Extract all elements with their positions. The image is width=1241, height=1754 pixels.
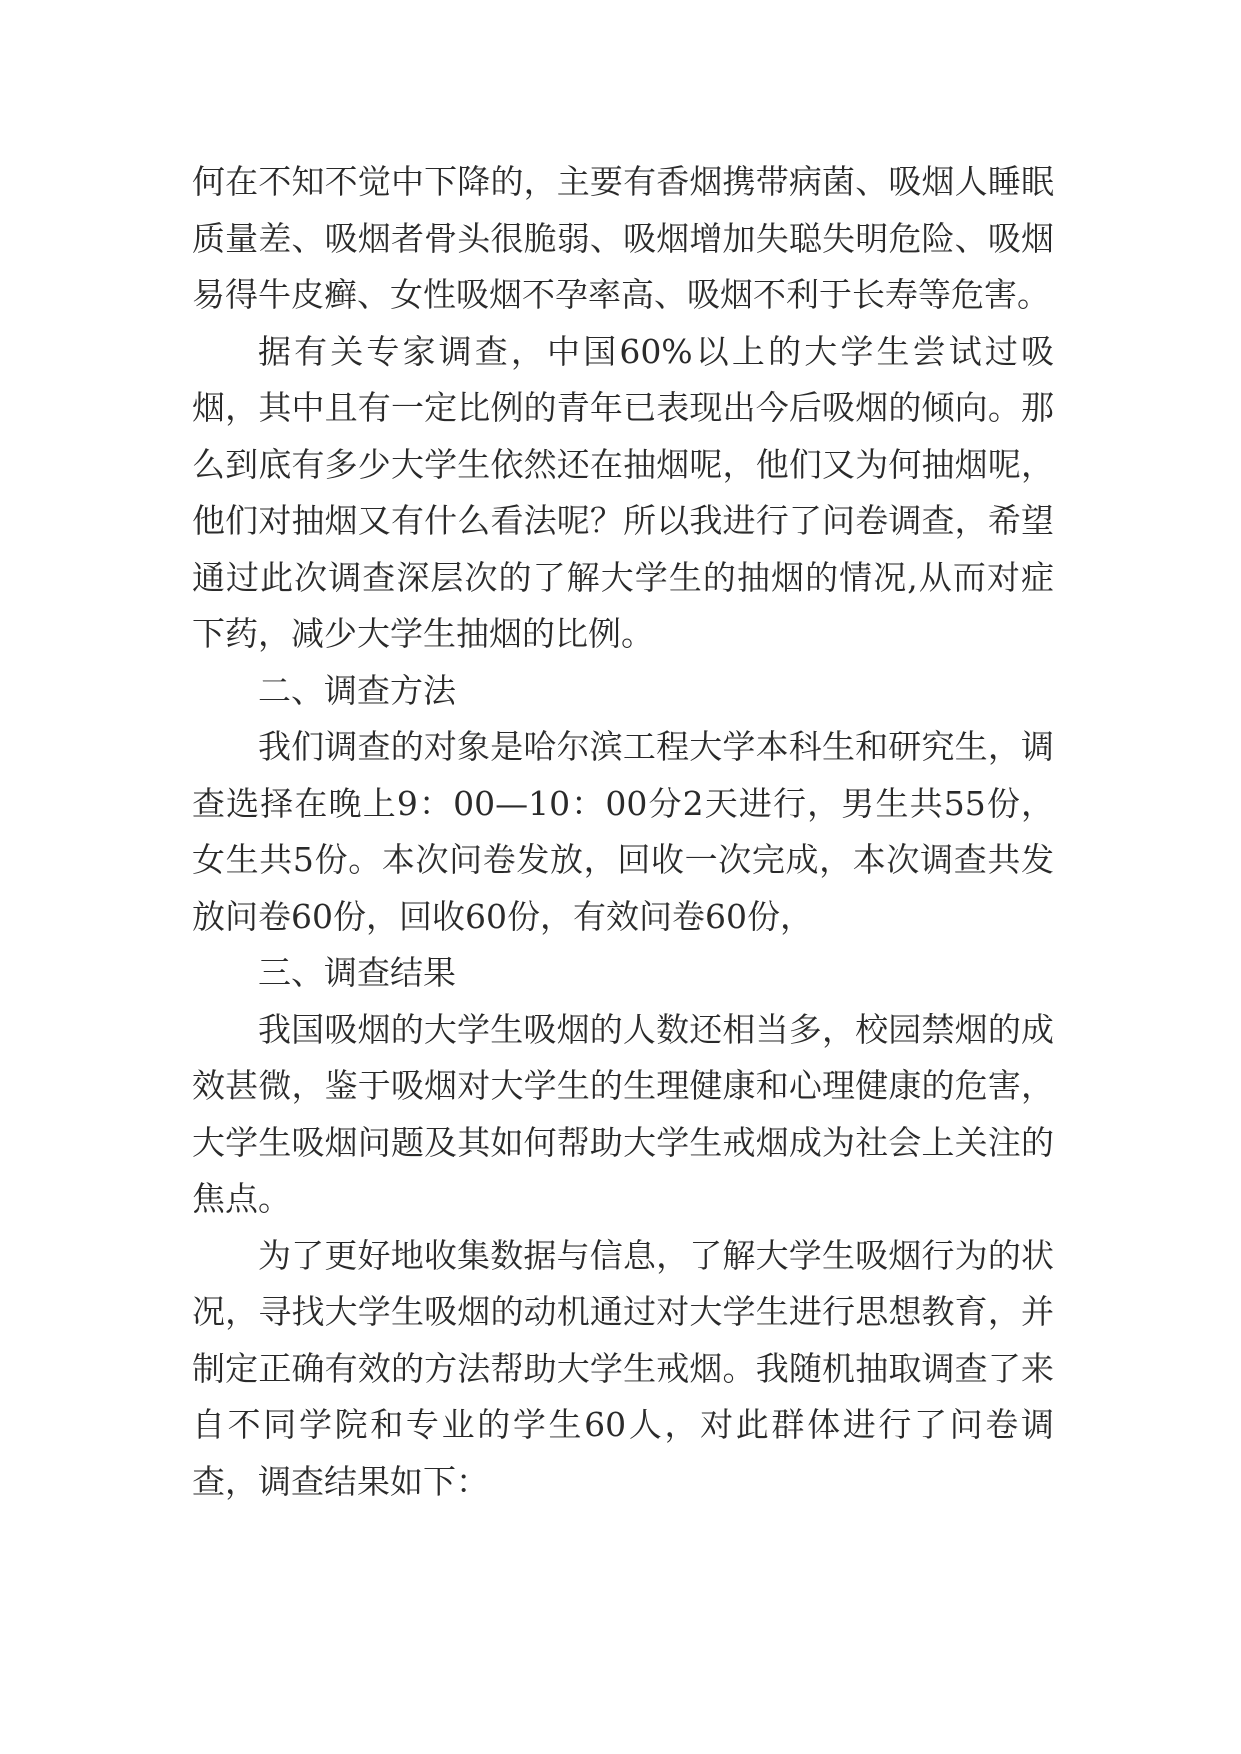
document-body	[192, 154, 1054, 1510]
paragraph-results-overview: 我国吸烟的大学生吸烟的人数还相当多，校园禁烟的成效甚微，鉴于吸烟对大学生的生理健康和心理健康的危害，大学生吸烟问题及其如何帮助大学生戒烟成为社会上关注的焦点。	[192, 1009, 1054, 1218]
section-heading-method: 二、调查方法	[258, 670, 456, 710]
paragraph-intro-continuation: 何在不知不觉中下降的，主要有香烟携带病菌、吸烟人睡眠质量差、吸烟者骨头很脆弱、吸烟增加失聪失明危险、吸烟易得牛皮癣、女性吸烟不孕率高、吸烟不利于长寿等危害。	[192, 162, 1054, 314]
paragraph-survey-method: 我们调查的对象是哈尔滨工程大学本科生和研究生，调查选择在晚上9：00—10：00分2天进行，男生共55份，女生共5份。本次问卷发放，回收一次完成，本次调查共发放问卷60份，回收60份，有效问卷60份，	[192, 727, 1054, 936]
section-heading-results: 三、调查结果	[258, 953, 456, 992]
paragraph-survey-background: 据有关专家调查，中国60%以上的大学生尝试过吸烟，其中且有一定比例的青年已表现出今后吸烟的倾向。那么到底有多少大学生依然还在抽烟呢，他们又为何抽烟呢，他们对抽烟又有什么看法呢？所以我进行了问卷调查，希望通过此次调查深层次的了解大学生的抽烟的情况,从而对症下药，减少大学生抽烟的比例。	[192, 331, 1054, 653]
paragraph-results-detail: 为了更好地收集数据与信息，了解大学生吸烟行为的状况，寻找大学生吸烟的动机通过对大学生进行思想教育，并制定正确有效的方法帮助大学生戒烟。我随机抽取调查了来自不同学院和专业的学生60人，对此群体进行了问卷调查，调查结果如下：	[192, 1235, 1054, 1501]
